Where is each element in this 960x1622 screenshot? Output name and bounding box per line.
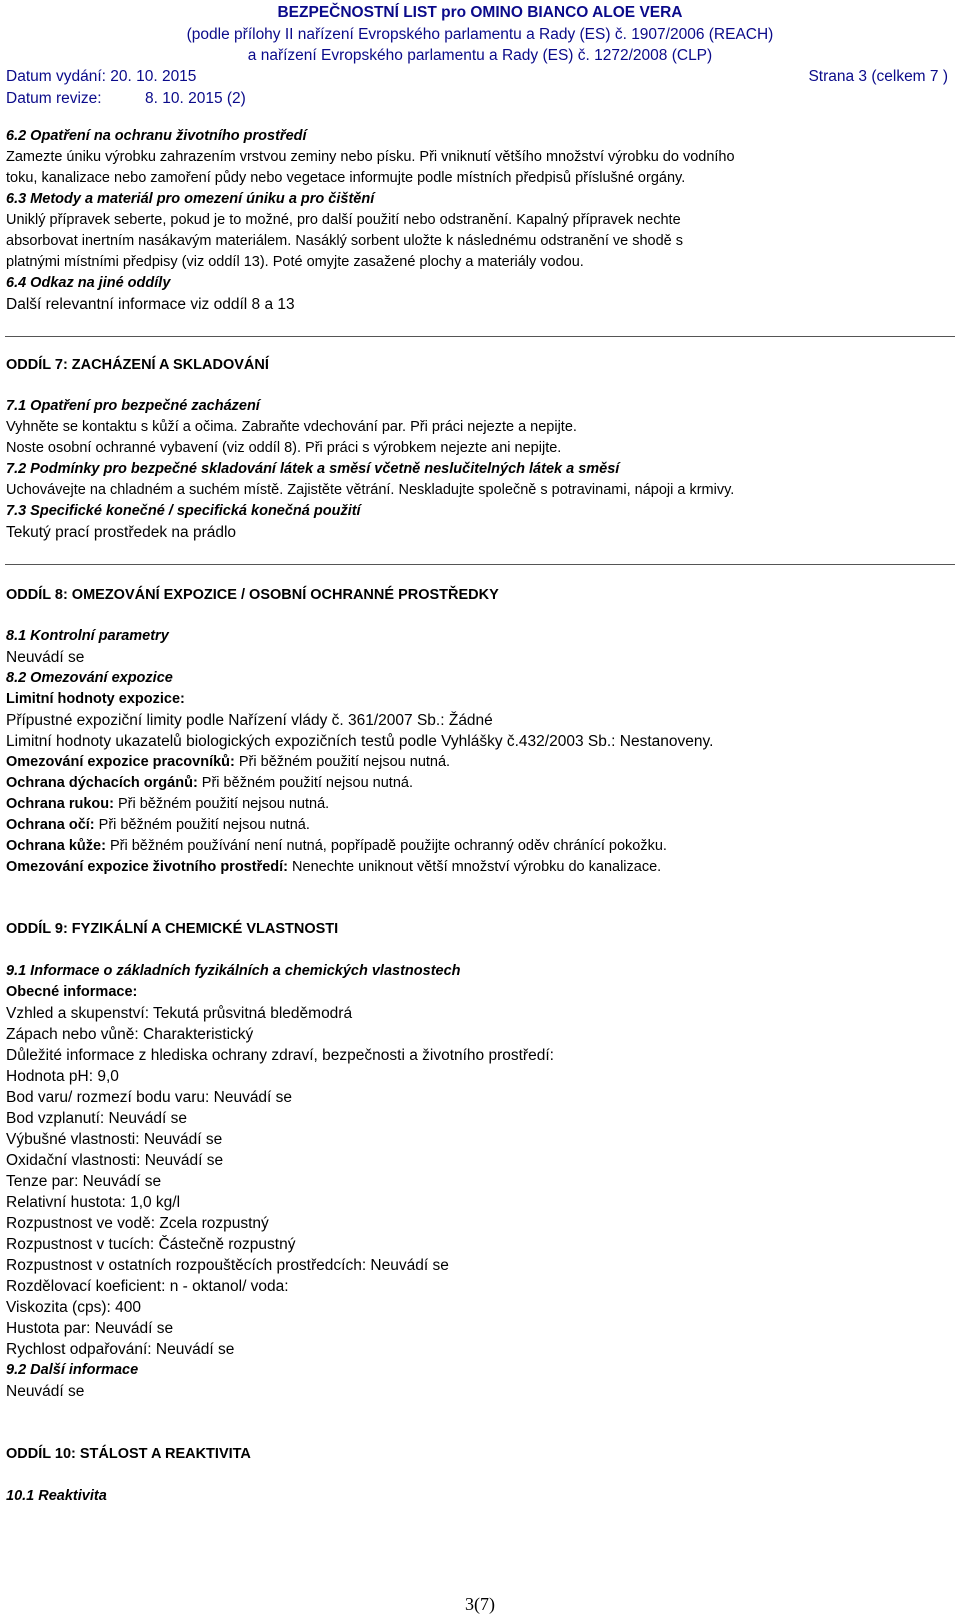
skin-protection-label: Ochrana kůže:	[6, 838, 106, 854]
paragraph: Uchovávejte na chladném a suchém místě. Zajistěte větrání. Neskladujte společně s potravinami, nápoji a krmivy.	[6, 482, 735, 498]
worker-exposure-line	[6, 752, 954, 773]
respiratory-protection-line	[6, 773, 954, 794]
subsection-9-2-heading: 9.2 Další informace	[6, 1362, 139, 1378]
subsection-10-1-heading: 10.1 Reaktivita	[6, 1488, 107, 1504]
eye-protection-line	[6, 815, 954, 836]
page-indicator: Strana 3 (celkem 7 )	[808, 68, 948, 85]
property-line: Rozpustnost ve vodě: Zcela rozpustný	[6, 1215, 269, 1232]
property-line: Tenze par: Neuvádí se	[6, 1173, 162, 1190]
paragraph: Přípustné expoziční limity podle Nařízení vlády č. 361/2007 Sb.: Žádné	[6, 712, 493, 729]
paragraph: Limitní hodnoty ukazatelů biologických expozičních testů podle Vyhlášky č.432/2003 Sb.: Nestanoveny.	[6, 733, 714, 750]
subsection-8-1-heading: 8.1 Kontrolní parametry	[6, 628, 169, 644]
subsection-8-2-heading: 8.2 Omezování expozice	[6, 670, 173, 686]
paragraph: Noste osobní ochranné vybavení (viz oddíl 8). Při práci s výrobkem nejezte ani nepijte.	[6, 440, 562, 456]
section-divider	[5, 336, 955, 337]
subsection-6-3-heading: 6.3 Metody a materiál pro omezení úniku a pro čištění	[6, 191, 375, 207]
revision-date: 8. 10. 2015 (2)	[145, 90, 246, 107]
property-line: Vzhled a skupenství: Tekutá průsvitná bleděmodrá	[6, 1005, 353, 1022]
property-line: Bod vzplanutí: Neuvádí se	[6, 1110, 187, 1127]
skin-protection-line	[6, 836, 954, 857]
paragraph: Neuvádí se	[6, 649, 85, 666]
paragraph: Uniklý přípravek seberte, pokud je to možné, pro další použití nebo odstranění. Kapalný přípravek nechte	[6, 212, 681, 228]
property-line: Hodnota pH: 9,0	[6, 1068, 119, 1085]
regulation-line-clp: a nařízení Evropského parlamentu a Rady (ES) č. 1272/2008 (CLP)	[247, 47, 713, 64]
exposure-limits-label: Limitní hodnoty expozice:	[6, 691, 185, 707]
section-8-title: ODDÍL 8: OMEZOVÁNÍ EXPOZICE / OSOBNÍ OCHRANNÉ PROSTŘEDKY	[6, 587, 499, 603]
section-7-title: ODDÍL 7: ZACHÁZENÍ A SKLADOVÁNÍ	[6, 357, 269, 373]
subsection-9-1-heading: 9.1 Informace o základních fyzikálních a chemických vlastnostech	[6, 963, 461, 979]
skin-protection-value: Při běžném používání není nutná, popřípadě použijte ochranný oděv chránící pokožku.	[105, 838, 667, 854]
property-line: Rozpustnost v tucích: Částečně rozpustný	[6, 1236, 296, 1253]
issue-date: Datum vydání: 20. 10. 2015	[6, 68, 197, 85]
property-line: Důležité informace z hlediska ochrany zdraví, bezpečnosti a životního prostředí:	[6, 1047, 554, 1064]
property-line: Rozdělovací koeficient: n - oktanol/ voda:	[6, 1278, 289, 1295]
regulation-line-reach: (podle přílohy II nařízení Evropského parlamentu a Rady (ES) č. 1907/2006 (REACH)	[186, 26, 774, 43]
environmental-exposure-label: Omezování expozice životního prostředí:	[6, 859, 288, 875]
subsection-6-4-heading: 6.4 Odkaz na jiné oddíly	[6, 275, 171, 291]
eye-protection-label: Ochrana očí:	[6, 817, 95, 833]
paragraph: Neuvádí se	[6, 1383, 85, 1400]
property-line: Rychlost odpařování: Neuvádí se	[6, 1341, 235, 1358]
respiratory-protection-label: Ochrana dýchacích orgánů:	[6, 775, 198, 791]
paragraph: Tekutý prací prostředek na prádlo	[6, 524, 237, 541]
paragraph: absorbovat inertním nasákavým materiálem. Nasáklý sorbent uložte k následnému odstranění ve shodě s	[6, 233, 684, 249]
paragraph: toku, kanalizace nebo zamoření půdy nebo vegetace informujte podle místních předpisů příslušné orgány.	[6, 170, 686, 186]
subsection-7-2-heading: 7.2 Podmínky pro bezpečné skladování látek a směsí včetně neslučitelných látek a směsí	[6, 461, 620, 477]
subsection-7-1-heading: 7.1 Opatření pro bezpečné zacházení	[6, 398, 260, 414]
hand-protection-value: Při běžném použití nejsou nutná.	[113, 796, 330, 812]
page-number: 3(7)	[465, 1594, 495, 1614]
general-info-label: Obecné informace:	[6, 984, 138, 1000]
property-line: Viskozita (cps): 400	[6, 1299, 141, 1316]
property-line: Bod varu/ rozmezí bodu varu: Neuvádí se	[6, 1089, 293, 1106]
property-line: Relativní hustota: 1,0 kg/l	[6, 1194, 181, 1211]
environmental-exposure-line	[6, 857, 954, 878]
subsection-7-3-heading: 7.3 Specifické konečné / specifická konečná použití	[6, 503, 361, 519]
paragraph: Další relevantní informace viz oddíl 8 a 13	[6, 296, 295, 313]
section-divider	[5, 564, 955, 565]
paragraph: platnými místními předpisy (viz oddíl 13). Poté omyjte zasažené plochy a materiály vodou.	[6, 254, 584, 270]
revision-label: Datum revize:	[6, 90, 102, 107]
section-10-title: ODDÍL 10: STÁLOST A REAKTIVITA	[6, 1446, 251, 1462]
subsection-6-2-heading: 6.2 Opatření na ochranu životního prostředí	[6, 128, 307, 144]
worker-exposure-value: Při běžném použití nejsou nutná.	[234, 754, 451, 770]
hand-protection-label: Ochrana rukou:	[6, 796, 114, 812]
hand-protection-line	[6, 794, 954, 815]
document-title: BEZPEČNOSTNÍ LIST pro OMINO BIANCO ALOE VERA	[277, 4, 683, 21]
property-line: Oxidační vlastnosti: Neuvádí se	[6, 1152, 224, 1169]
eye-protection-value: Při běžném použití nejsou nutná.	[94, 817, 310, 833]
worker-exposure-label: Omezování expozice pracovníků:	[6, 754, 235, 770]
environmental-exposure-value: Nenechte uniknout větší množství výrobku do kanalizace.	[288, 859, 662, 875]
paragraph: Vyhněte se kontaktu s kůží a očima. Zabraňte vdechování par. Při práci nejezte a nepijte.	[6, 419, 577, 435]
paragraph: Zamezte úniku výrobku zahrazením vrstvou zeminy nebo písku. Při vniknutí většího množství výrobku do vodního	[6, 149, 735, 165]
section-9-title: ODDÍL 9: FYZIKÁLNÍ A CHEMICKÉ VLASTNOSTI	[6, 921, 339, 937]
property-line: Zápach nebo vůně: Charakteristický	[6, 1026, 254, 1043]
respiratory-protection-value: Při běžném použití nejsou nutná.	[197, 775, 413, 791]
property-line: Hustota par: Neuvádí se	[6, 1320, 174, 1337]
property-line: Rozpustnost v ostatních rozpouštěcích prostředcích: Neuvádí se	[6, 1257, 449, 1274]
property-line: Výbušné vlastnosti: Neuvádí se	[6, 1131, 223, 1148]
